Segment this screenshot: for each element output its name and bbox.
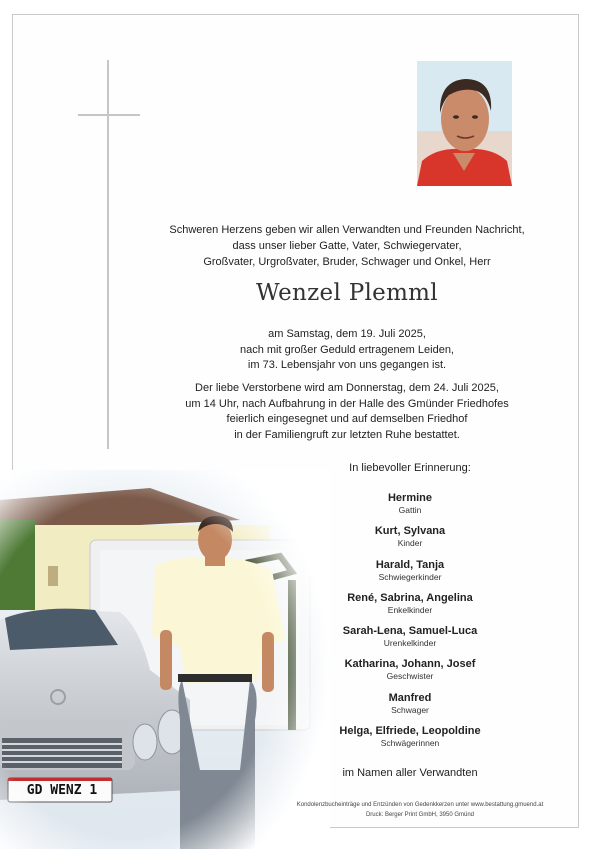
mourner-entry	[290, 524, 530, 549]
intro-text	[120, 222, 574, 270]
funeral-line: Der liebe Verstorbene wird am Donnerstag, dem 24. Juli 2025,	[195, 382, 499, 394]
mourner-entry	[290, 558, 530, 583]
death-line: im 73. Lebensjahr von uns gegangen ist.	[247, 359, 447, 371]
mourner-relation: Schwägerinnen	[380, 738, 440, 748]
footer-condolence-line: Kondolenzbucheinträge und Entzünden von Gedenkkerzen unter www.bestattung.gmuend.at	[296, 802, 544, 808]
funeral-line: um 14 Uhr, nach Aufbahrung in der Halle des Gmünder Friedhofes	[185, 397, 509, 410]
funeral-line: feierlich eingesegnet und auf demselben Friedhof	[226, 413, 468, 425]
cross-vertical-bar	[107, 60, 109, 449]
portrait-photo	[417, 61, 512, 186]
funeral-notice	[120, 381, 574, 443]
death-line: nach mit großer Geduld ertragenem Leiden,	[239, 343, 454, 356]
intro-line: Großvater, Urgroßvater, Bruder, Schwager und Onkel, Herr	[203, 256, 491, 268]
mourner-relation: Schwager	[391, 705, 429, 715]
mourner-relation: Schwiegerkinder	[378, 572, 442, 582]
memory-heading: In liebevoller Erinnerung:	[349, 462, 471, 474]
death-line: am Samstag, dem 19. Juli 2025,	[268, 328, 426, 340]
mourner-names: Kurt, Sylvana	[374, 525, 446, 537]
mourner-names: René, Sabrina, Angelina	[347, 592, 473, 604]
mourner-relation: Geschwister	[386, 671, 434, 681]
cross-horizontal-bar	[78, 114, 140, 116]
memorial-photo-scene	[0, 470, 330, 849]
deceased-name: Wenzel Plemml	[256, 280, 438, 306]
mourner-names: Harald, Tanja	[375, 559, 445, 571]
mourner-names: Sarah-Lena, Samuel-Luca	[342, 625, 478, 637]
mourner-entry	[290, 491, 530, 516]
death-notice	[120, 327, 574, 374]
mourner-entry	[290, 657, 530, 682]
mourner-entry	[290, 724, 530, 749]
mourner-names: Katharina, Johann, Josef	[344, 658, 476, 670]
intro-line: dass unser lieber Gatte, Vater, Schwiegervater,	[232, 240, 462, 252]
license-plate-text: GD WENZ 1	[26, 783, 98, 798]
mourner-names: Manfred	[388, 692, 432, 704]
funeral-line: in der Familiengruft zur letzten Ruhe bestattet.	[234, 428, 460, 441]
footer-print-line: Druck: Berger Print GmbH, 3950 Gmünd	[365, 812, 475, 818]
intro-line: Schweren Herzens geben wir allen Verwandten und Freunden Nachricht,	[169, 224, 525, 236]
mourner-entry	[290, 624, 530, 649]
mourner-entry	[290, 591, 530, 616]
mourner-relation: Gattin	[398, 505, 422, 515]
mourner-names: Hermine	[387, 492, 433, 504]
mourner-relation: Kinder	[397, 538, 423, 548]
mourner-relation: Enkelkinder	[387, 605, 433, 615]
mourner-names: Helga, Elfriede, Leopoldine	[339, 725, 481, 737]
closing-line: im Namen aller Verwandten	[342, 767, 478, 779]
mourner-entry	[290, 691, 530, 716]
mourner-relation: Urenkelkinder	[383, 638, 437, 648]
